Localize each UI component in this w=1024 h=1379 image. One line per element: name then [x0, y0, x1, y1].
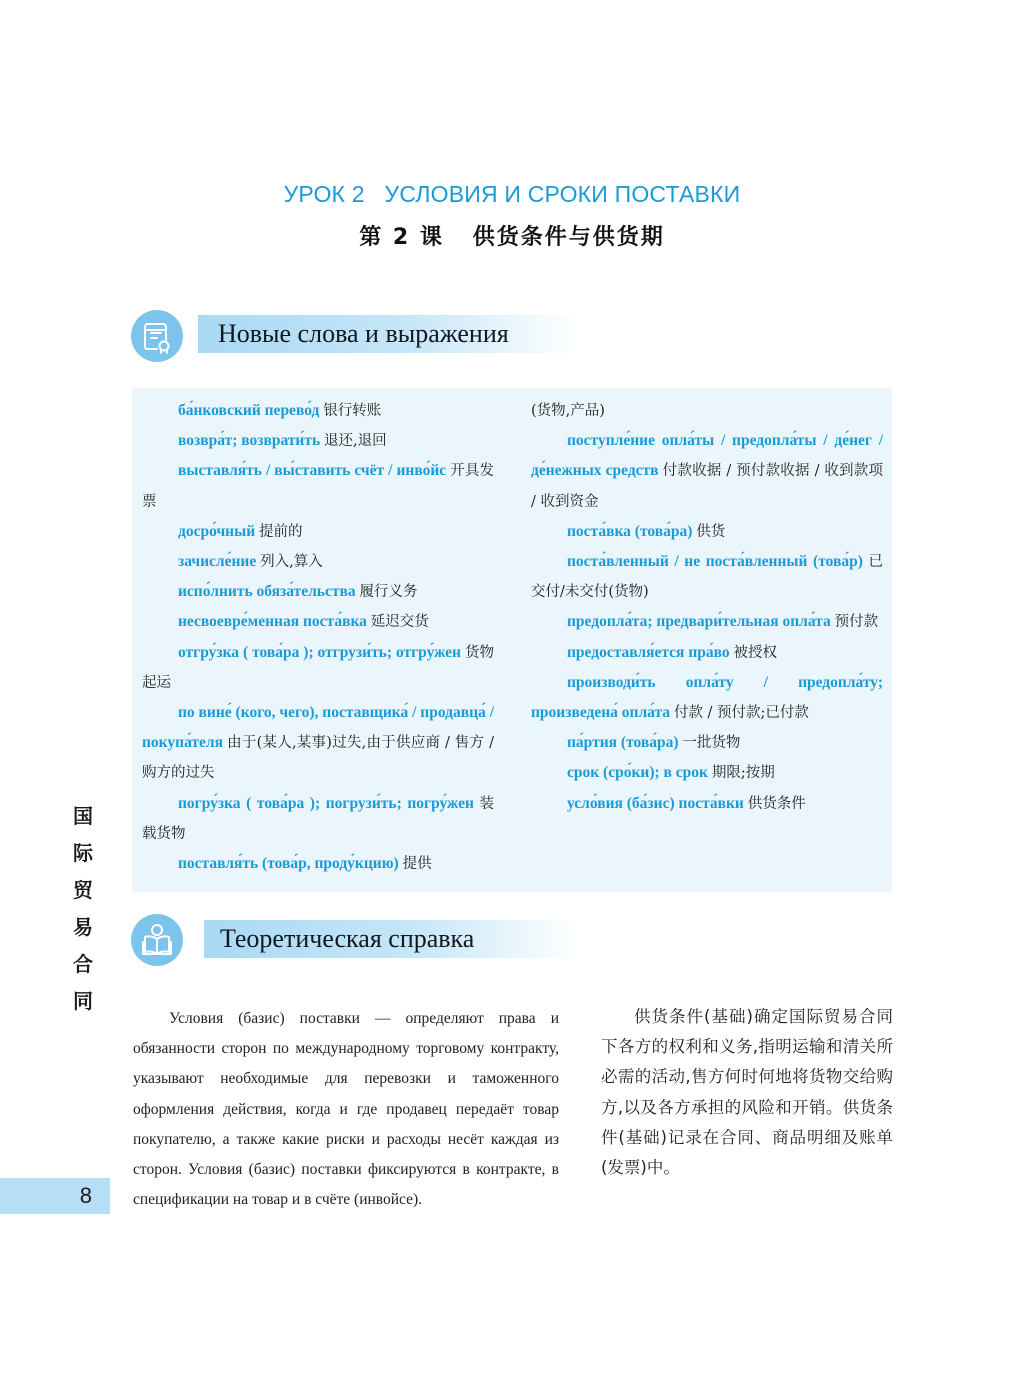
vocab-entry: предоставля́ется пра́во 被授权 — [567, 643, 778, 661]
reader-book-icon — [131, 914, 183, 966]
vocab-entry: срок (сро́ки); в срок 期限;按期 — [567, 764, 775, 782]
section-title-vocab: Новые слова и выражения — [218, 319, 509, 348]
vocab-entry: зачисле́ние 列入,算入 — [178, 553, 323, 571]
vocab-entry: досро́чный 提前的 — [178, 522, 303, 540]
vocab-entry: испо́лнить обяза́тельства 履行义务 — [178, 583, 418, 601]
vocab-entry: возвра́т; возврати́ть 退还,退回 — [178, 432, 387, 450]
vocab-entry: поста́вленный / не поста́вленный (това́р) 已交付/未交付(货物) — [531, 553, 883, 601]
vocab-entry: поступле́ние опла́ты / предопла́ты / де́нег /де́нежных средств 付款收据 / 预付款收据 / 收到款项 / 收到资金 — [531, 432, 884, 510]
vocab-entry: предопла́та; предвари́тельная опла́та 预付款 — [567, 613, 879, 631]
scroll-certificate-icon — [131, 310, 183, 362]
vocab-entry: па́ртия (това́ра) 一批货物 — [567, 734, 741, 752]
page-number: 8 — [79, 1183, 92, 1208]
vocab-entry: поставля́ть (това́р, проду́кцию) 提供 — [178, 855, 432, 873]
vocab-entry: погру́зка ( това́ра ); погрузи́ть; погру́жен 装载货物 — [142, 794, 494, 842]
book-title-vertical: 国 际 贸 易 合 同 — [73, 804, 93, 1013]
section-title-theory: Теоретическая справка — [220, 924, 475, 953]
vocab-entry: несвоевре́менная поста́вка 延迟交货 — [178, 613, 429, 631]
vocab-entry: поста́вка (това́ра) 供货 — [567, 522, 726, 540]
vocab-continuation: (货物,产品) — [531, 403, 605, 419]
lesson-title-ru: УРОК 2 УСЛОВИЯ И СРОКИ ПОСТАВКИ — [283, 181, 741, 207]
vocab-column-left — [142, 396, 494, 879]
vocab-entry: производи́ть опла́ту / предопла́ту; произведена́ опла́та 付款 / 预付款;已付款 — [531, 673, 883, 722]
vocab-entry: отгру́зка ( това́ра ); отгрузи́ть; отгру́жен 货物起运 — [142, 643, 495, 691]
vocab-column-right — [531, 396, 883, 819]
vocab-entry: по вине́ (кого, чего), поставщика́ / продавца́ / покупа́теля 由于(某人,某事)过失,由于供应商 / 售方 / 购方的过失 — [142, 704, 494, 782]
vocab-entry: ба́нковский перево́д 银行转账 — [178, 402, 382, 419]
theory-text-zh: 供货条件(基础)确定国际贸易合同下各方的权利和义务,指明运输和清关所必需的活动,售方何时何地将货物交给购方,以及各方承担的风险和开销。供货条件(基础)记录在合同、商品明细及账单(发票)中。 — [601, 1007, 893, 1178]
theory-text-ru: Условия (базис) поставки — определяют права и обязанности сторон по международному торговому контракту, указывают необходимые для перевозки и таможенного оформления действия, когда и где продавец передаёт товар покупателю, а также какие риски и расходы несёт каждая из сторон. Условия (базис) поставки фиксируются в контракте, в спецификации на товар и в счёте (инвойсе). — [133, 1010, 559, 1209]
vocab-entry: выставля́ть / вы́ставить счёт / инво́йс 开具发票 — [142, 462, 495, 510]
section-heading-bar — [204, 920, 580, 958]
section-heading-bar — [198, 315, 578, 353]
vocab-entry: усло́вия (ба́зис) поста́вки 供货条件 — [567, 794, 806, 812]
lesson-title-zh: 第 2 课 供货条件与供货期 — [359, 225, 665, 250]
